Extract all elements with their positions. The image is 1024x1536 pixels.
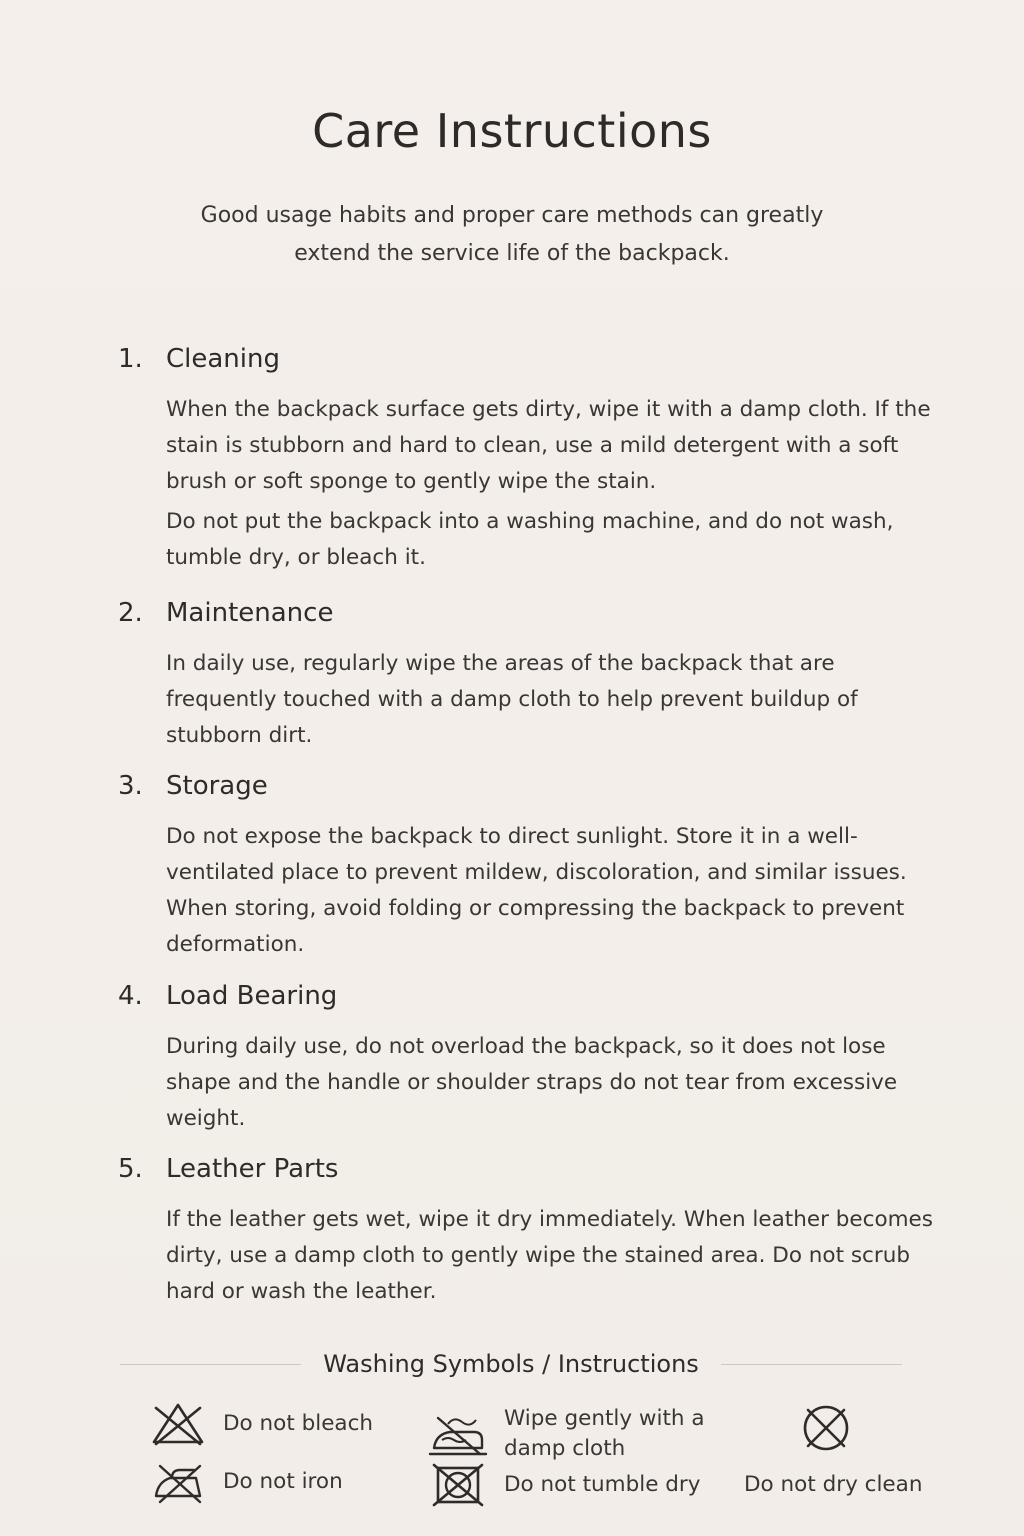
section-body (166, 646, 948, 754)
intro-line-2: extend the service life of the backpack. (294, 241, 730, 266)
symbol-label: Do not bleach (223, 1411, 374, 1436)
intro-text (112, 197, 912, 273)
section-number: 5. (118, 1154, 143, 1184)
section-body (166, 1202, 948, 1310)
do-not-tumble-dry-icon (430, 1463, 486, 1507)
section-title: Maintenance (166, 598, 334, 628)
section-paragraph: Do not expose the backpack to direct sunlight. Store it in a well-ventilated place to prevent mildew, discoloration, and similar issues. When storing, avoid folding or compressing the backpack to prevent deformation. (166, 824, 907, 957)
section-paragraph: During daily use, do not overload the backpack, so it does not lose shape and the handle or shoulder straps do not tear from excessive weight. (166, 1034, 898, 1131)
symbol-label: Do not dry clean (744, 1472, 923, 1497)
do-not-dry-clean-icon (798, 1402, 854, 1454)
section-paragraph: When the backpack surface gets dirty, wipe it with a damp cloth. If the stain is stubborn and hard to clean, use a mild detergent with a soft brush or soft sponge to gently wipe the stain. (166, 397, 931, 494)
do-not-bleach-icon (150, 1400, 206, 1448)
divider-right (721, 1364, 902, 1365)
washing-symbols-header (120, 1344, 902, 1384)
symbol-label: Wipe gently with a damp cloth (504, 1406, 705, 1461)
section-number: 3. (118, 771, 143, 801)
section-body (166, 1029, 948, 1137)
section-heading (118, 981, 948, 1015)
do-not-iron-icon (150, 1460, 208, 1504)
section-number: 2. (118, 598, 143, 628)
symbol-wipe-damp-cloth (428, 1404, 744, 1464)
symbol-label: Do not tumble dry (504, 1472, 701, 1497)
page-title: Care Instructions (312, 104, 712, 158)
section-heading (118, 771, 948, 805)
section-heading (118, 344, 948, 378)
washing-symbols-title: Washing Symbols / Instructions (323, 1350, 699, 1378)
section-maintenance (118, 598, 948, 754)
section-storage (118, 771, 948, 963)
symbol-do-not-dry-clean-label (744, 1470, 922, 1500)
section-title: Load Bearing (166, 981, 338, 1011)
symbol-do-not-iron (150, 1460, 343, 1504)
symbol-do-not-dry-clean-icon (798, 1402, 854, 1454)
section-paragraph: If the leather gets wet, wipe it dry immediately. When leather becomes dirty, use a damp cloth to gently wipe the stained area. Do not scrub hard or wash the leather. (166, 1207, 933, 1304)
section-body (166, 392, 948, 576)
section-load-bearing (118, 981, 948, 1137)
section-title: Leather Parts (166, 1154, 339, 1184)
divider-left (120, 1364, 301, 1365)
section-title: Cleaning (166, 344, 280, 374)
section-heading (118, 598, 948, 632)
symbol-label: Do not iron (223, 1469, 343, 1494)
section-title: Storage (166, 771, 268, 801)
section-paragraph: Do not put the backpack into a washing machine, and do not wash, tumble dry, or bleach it. (166, 509, 894, 570)
symbol-do-not-bleach (150, 1400, 373, 1448)
section-heading (118, 1154, 948, 1188)
section-cleaning (118, 344, 948, 576)
symbol-do-not-tumble-dry (430, 1463, 700, 1507)
intro-line-1: Good usage habits and proper care methods can greatly (200, 203, 824, 228)
section-number: 1. (118, 344, 143, 374)
section-body (166, 819, 948, 963)
wipe-damp-cloth-icon (428, 1410, 488, 1458)
section-number: 4. (118, 981, 143, 1011)
section-paragraph: In daily use, regularly wipe the areas of the backpack that are frequently touched with a damp cloth to help prevent buildup of stubborn dirt. (166, 651, 858, 748)
section-leather-parts (118, 1154, 948, 1310)
